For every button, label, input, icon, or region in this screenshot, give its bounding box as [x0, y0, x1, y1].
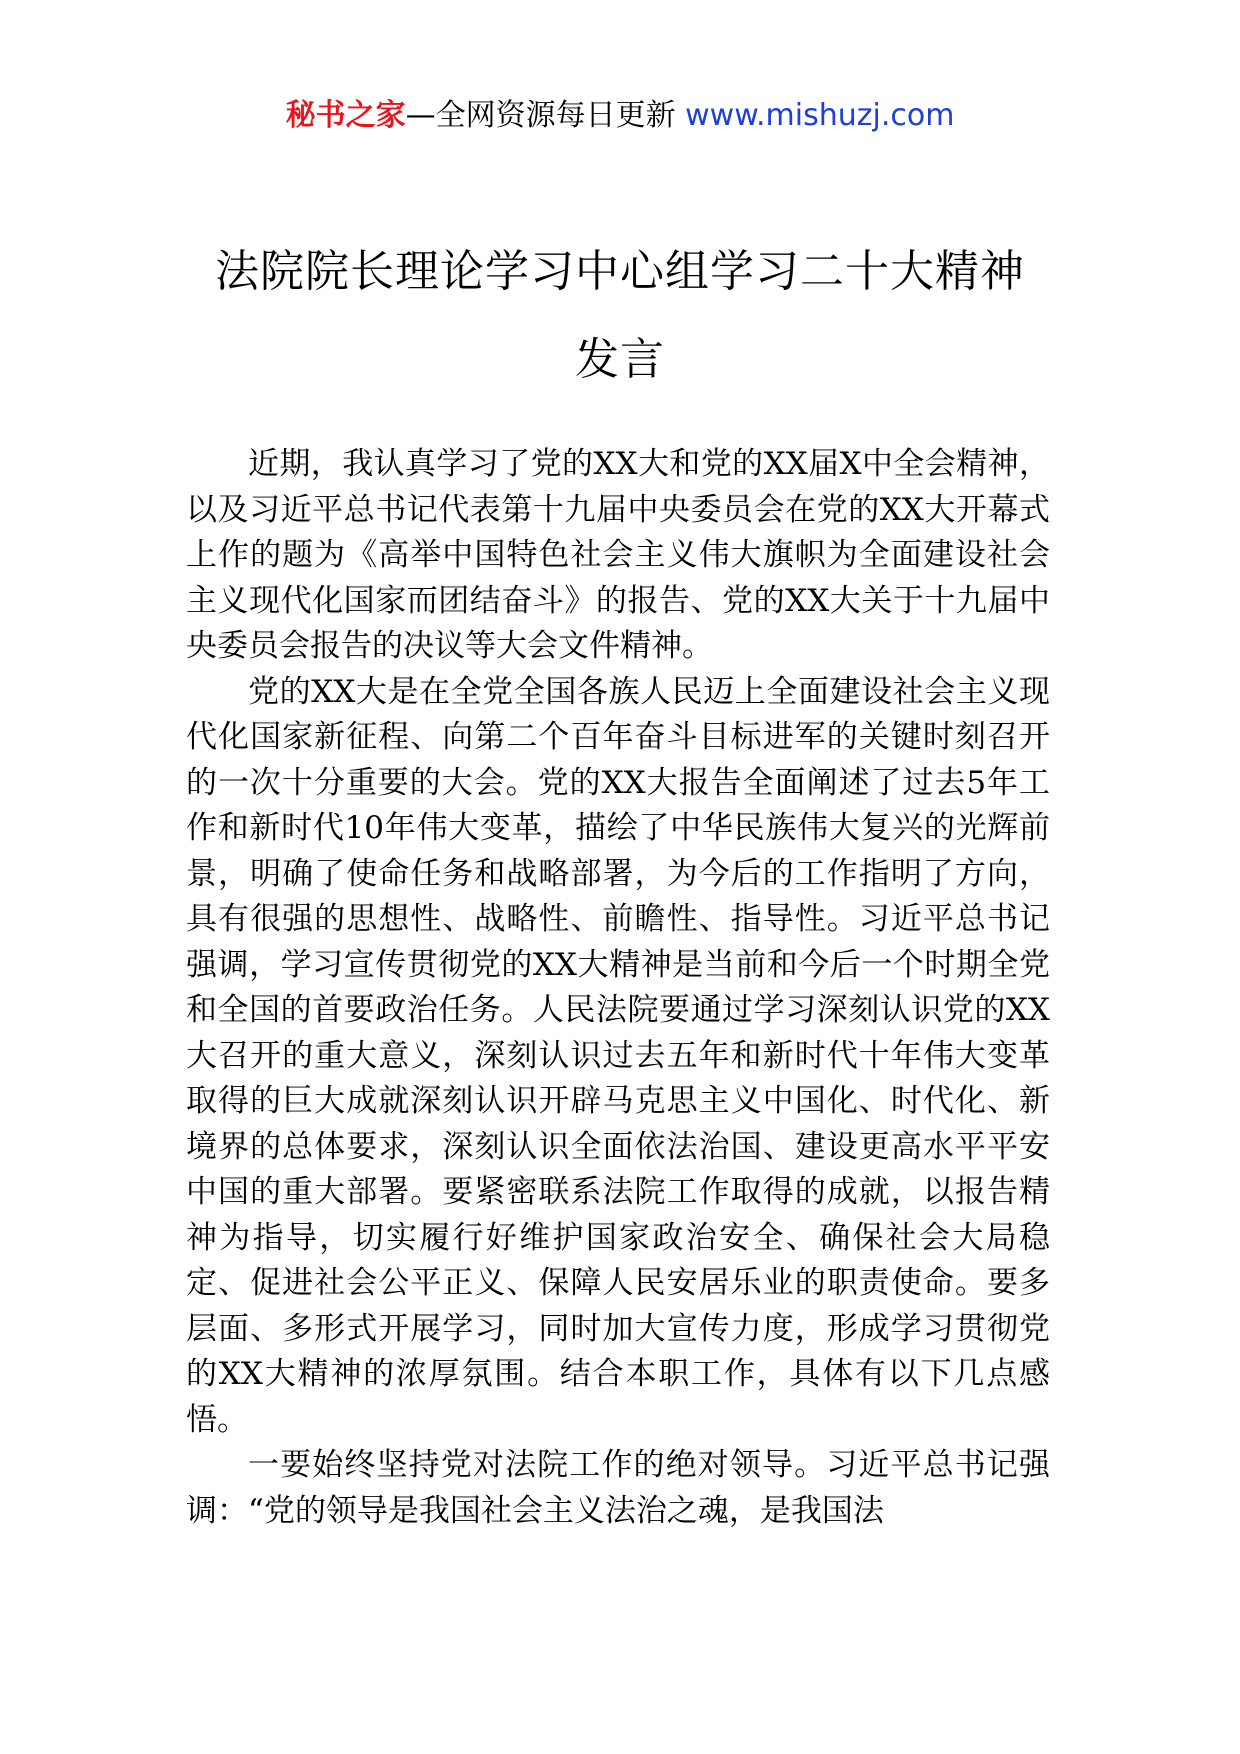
- site-header: [0, 98, 1240, 134]
- title-line-2: 发言: [575, 334, 665, 385]
- paragraph-1: 近期，我认真学习了党的XX大和党的XX届X中全会精神，以及习近平总书记代表第十九届中央委员会在党的XX大开幕式上作的题为《高举中国特色社会主义伟大旗帜为全面建设社会主义现代化国家而团结奋斗》的报告、党的XX大关于十九届中央委员会报告的决议等大会文件精神。: [186, 446, 1050, 664]
- document-body: [186, 442, 1050, 1534]
- paragraph-2: 党的XX大是在全党全国各族人民迈上全面建设社会主义现代化国家新征程、向第二个百年奋斗目标进军的关键时刻召开的一次十分重要的大会。党的XX大报告全面阐述了过去5年工作和新时代10年伟大变革，描绘了中华民族伟大复兴的光辉前景，明确了使命任务和战略部署，为今后的工作指明了方向，具有很强的思想性、战略性、前瞻性、指导性。习近平总书记强调，学习宣传贯彻党的XX大精神是当前和今后一个时期全党和全国的首要政治任务。人民法院要通过学习深刻认识党的XX大召开的重大意义，深刻认识过去五年和新时代十年伟大变革取得的巨大成就深刻认识开辟马克思主义中国化、时代化、新境界的总体要求，深刻认识全面依法治国、建设更高水平平安中国的重大部署。要紧密联系法院工作取得的成就，以报告精神为指导，切实履行好维护国家政治安全、确保社会大局稳定、促进社会公平正义、保障人民安居乐业的职责使命。要多层面、多形式开展学习，同时加大宣传力度，形成学习贯彻党的XX大精神的浓厚氛围。结合本职工作，具体有以下几点感悟。: [186, 673, 1050, 1438]
- document-title: [150, 228, 1090, 404]
- brand-name: 秘书之家: [285, 98, 406, 133]
- title-line-1: 法院院长理论学习中心组学习二十大精神: [215, 246, 1025, 297]
- site-url-link[interactable]: www.mishuzj.com: [685, 98, 955, 133]
- paragraph-3: 一要始终坚持党对法院工作的绝对领导。习近平总书记强调：“党的领导是我国社会主义法治之魂，是我国法: [186, 1447, 1050, 1529]
- header-slogan: —全网资源每日更新: [405, 98, 686, 133]
